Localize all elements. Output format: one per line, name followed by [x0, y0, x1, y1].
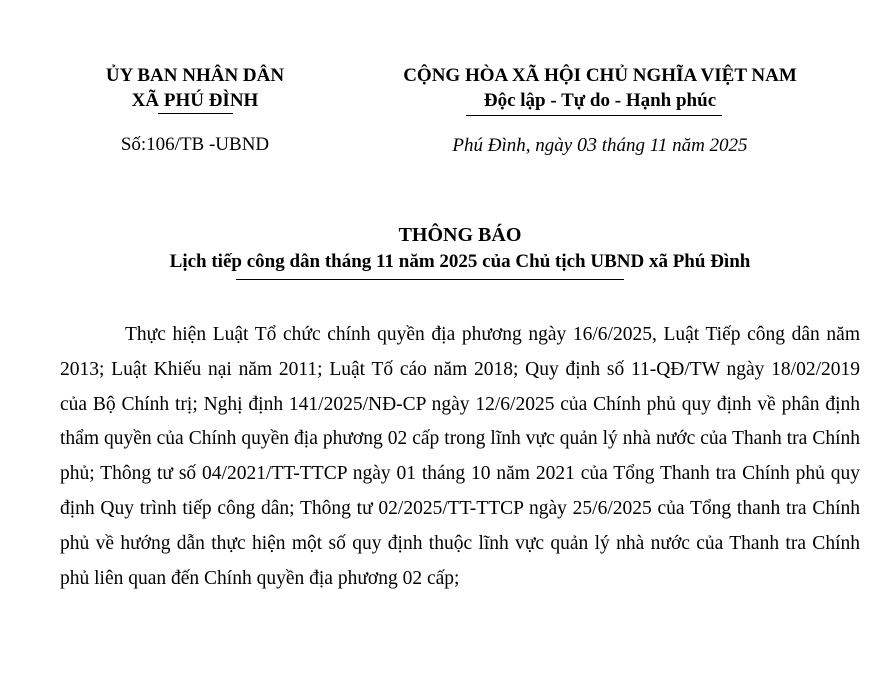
authority-name-line1: ỦY BAN NHÂN DÂN	[105, 65, 285, 86]
national-name: CỘNG HÒA XÃ HỘI CHỦ NGHĨA VIỆT NAM	[403, 65, 797, 86]
motto-underline	[466, 115, 722, 116]
body-paragraph: Thực hiện Luật Tổ chức chính quyền địa phương ngày 16/6/2025, Luật Tiếp công dân năm 2013; Luật Khiếu nại năm 2011; Luật Tố cáo năm 2018; Quy định số 11-QĐ/TW ngày 18/02/2019 của Bộ Chính trị; Nghị định 141/2025/NĐ-CP ngày 12/6/2025 của Chính phủ quy định về phân định thẩm quyền của Chính quyền địa phương 02 cấp trong lĩnh vực quản lý nhà nước của Thanh tra Chính phủ; Thông tư số 04/2021/TT-TTCP ngày 01 tháng 10 năm 2021 của Tổng Thanh tra Chính phủ quy định Quy trình tiếp công dân; Thông tư 02/2025/TT-TTCP ngày 25/6/2025 của Tổng thanh tra Chính phủ về hướng dẫn thực hiện một số quy định thuộc lĩnh vực quản lý nhà nước của Thanh tra Chính phủ liên quan đến Chính quyền địa phương 02 cấp;	[60, 324, 860, 589]
national-motto: Độc lập - Tự do - Hạnh phúc	[483, 90, 717, 111]
subtitle-underline	[236, 279, 624, 280]
document-subtitle: Lịch tiếp công dân tháng 11 năm 2025 của Chủ tịch UBND xã Phú Đình	[169, 251, 751, 272]
date-prefix: Phú Đình, ngày	[452, 135, 573, 156]
authority-name-line2: XÃ PHÚ ĐÌNH	[131, 90, 259, 111]
document-title: THÔNG BÁO	[398, 224, 522, 246]
document-number: Số:106/TB -UBND	[120, 134, 270, 155]
authority-underline	[158, 113, 233, 114]
document-date	[355, 133, 845, 158]
date-suffix: tháng 11 năm 2025	[601, 135, 748, 156]
date-day: 03	[576, 134, 597, 156]
national-motto-header	[355, 63, 845, 113]
issuing-authority-header	[60, 63, 330, 113]
